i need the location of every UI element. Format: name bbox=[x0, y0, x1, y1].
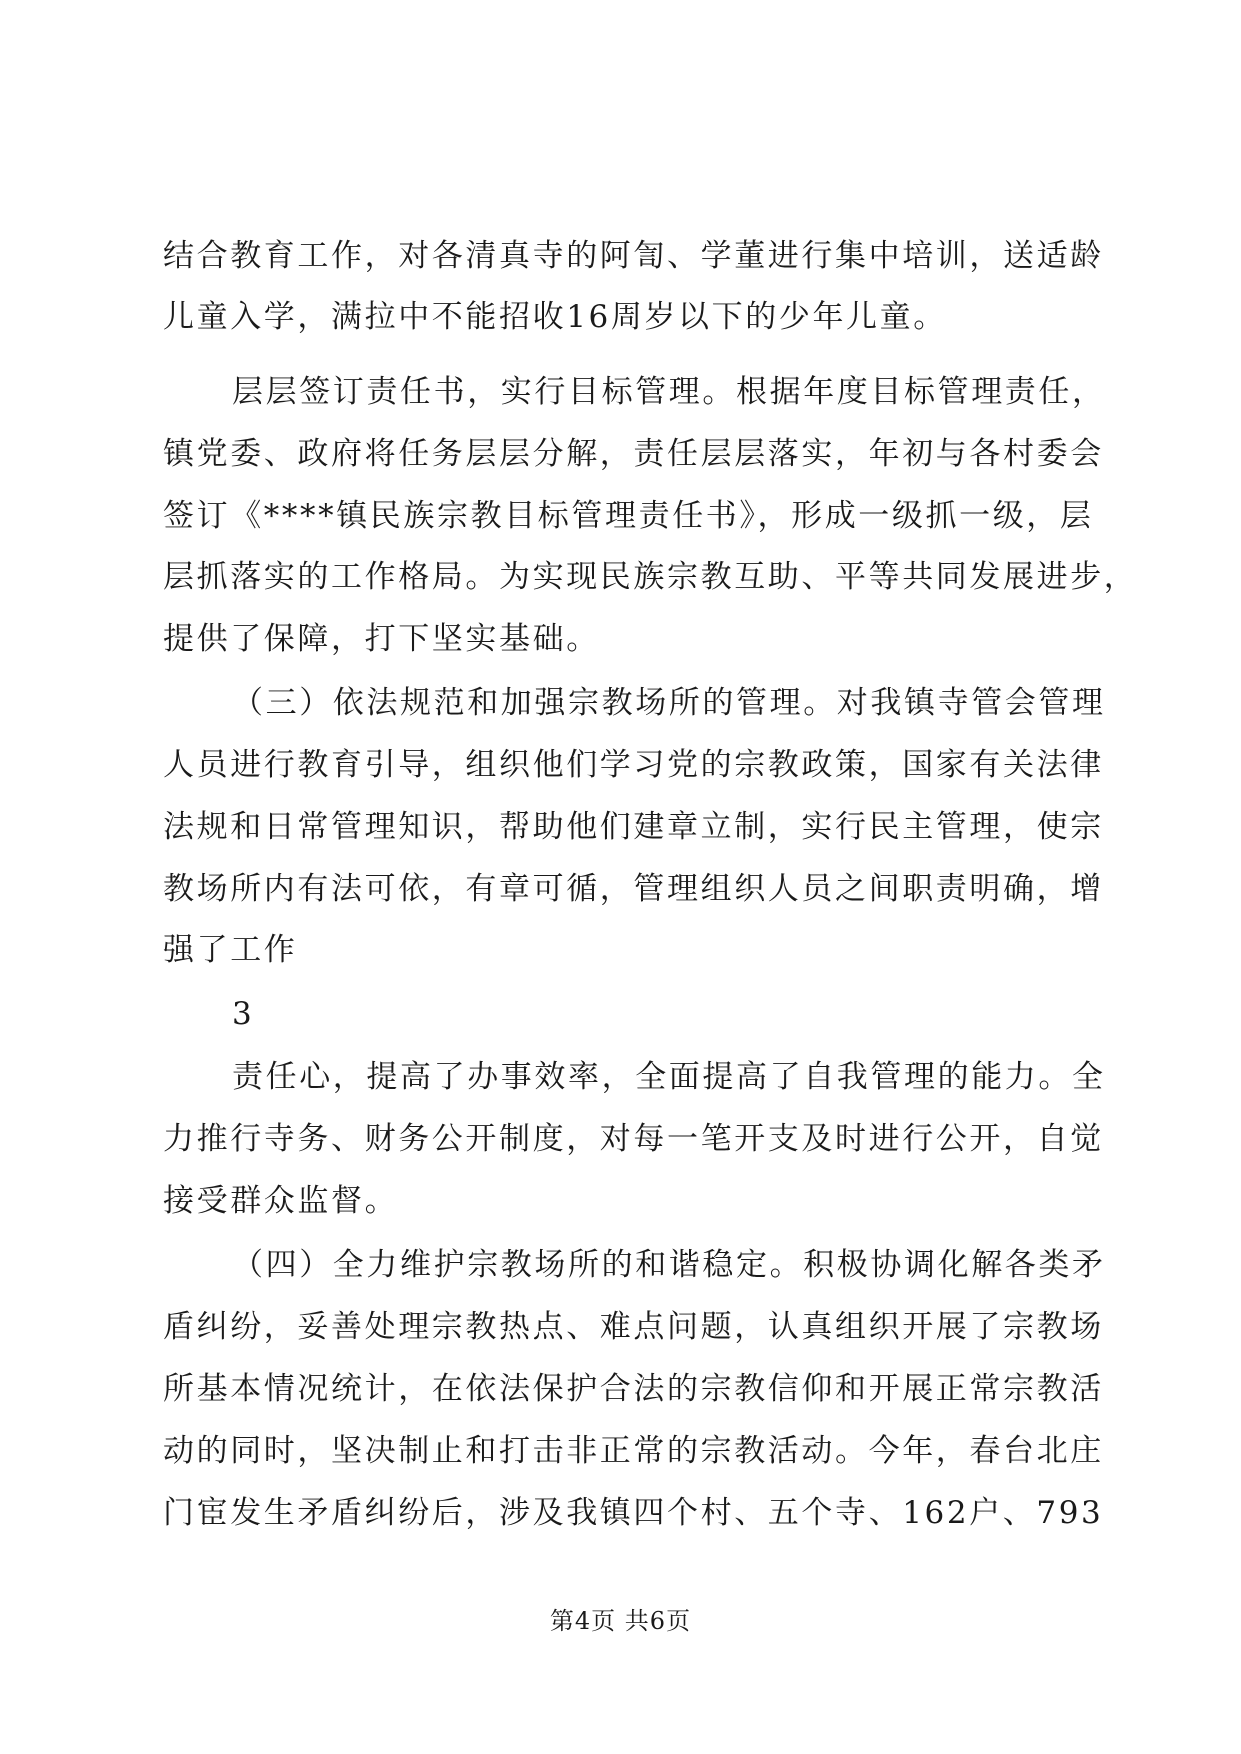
body-line: 结合教育工作，对各清真寺的阿訇、学董进行集中培训，送适龄 bbox=[163, 238, 1104, 274]
body-line: 接受群众监督。 bbox=[163, 1183, 399, 1219]
body-line: 强了工作 bbox=[163, 932, 298, 968]
body-line: 所基本情况统计，在依法保护合法的宗教信仰和开展正常宗教活 bbox=[163, 1371, 1104, 1407]
body-line: 提供了保障，打下坚实基础。 bbox=[163, 621, 600, 657]
body-line: 层抓落实的工作格局。为实现民族宗教互助、平等共同发展进步， bbox=[163, 559, 1138, 595]
body-line: 力推行寺务、财务公开制度，对每一笔开支及时进行公开，自觉 bbox=[163, 1121, 1104, 1157]
page-footer: 第4页 共6页 bbox=[549, 1607, 692, 1635]
body-line: 人员进行教育引导，组织他们学习党的宗教政策，国家有关法律 bbox=[163, 747, 1104, 783]
body-line: 动的同时，坚决制止和打击非正常的宗教活动。今年，春台北庄 bbox=[163, 1433, 1104, 1469]
body-line: 镇党委、政府将任务层层分解，责任层层落实，年初与各村委会 bbox=[163, 436, 1104, 472]
section-heading-line: （三）依法规范和加强宗教场所的管理。对我镇寺管会管理 bbox=[232, 685, 1106, 721]
body-line: 盾纠纷，妥善处理宗教热点、难点问题，认真组织开展了宗教场 bbox=[163, 1309, 1104, 1345]
body-line: 教场所内有法可依，有章可循，管理组织人员之间职责明确，增 bbox=[163, 871, 1104, 907]
body-line: 责任心，提高了办事效率，全面提高了自我管理的能力。全 bbox=[232, 1059, 1106, 1095]
inline-page-number: 3 bbox=[232, 996, 255, 1032]
body-line: 层层签订责任书，实行目标管理。根据年度目标管理责任， bbox=[232, 374, 1106, 410]
body-line: 儿童入学，满拉中不能招收16周岁以下的少年儿童。 bbox=[163, 299, 947, 335]
section-heading-line: （四）全力维护宗教场所的和谐稳定。积极协调化解各类矛 bbox=[232, 1247, 1106, 1283]
body-line: 法规和日常管理知识，帮助他们建章立制，实行民主管理，使宗 bbox=[163, 809, 1104, 845]
body-line: 门宦发生矛盾纠纷后，涉及我镇四个村、五个寺、162户、793 bbox=[163, 1495, 1104, 1531]
body-line: 签订《****镇民族宗教目标管理责任书》，形成一级抓一级，层 bbox=[163, 498, 1094, 534]
